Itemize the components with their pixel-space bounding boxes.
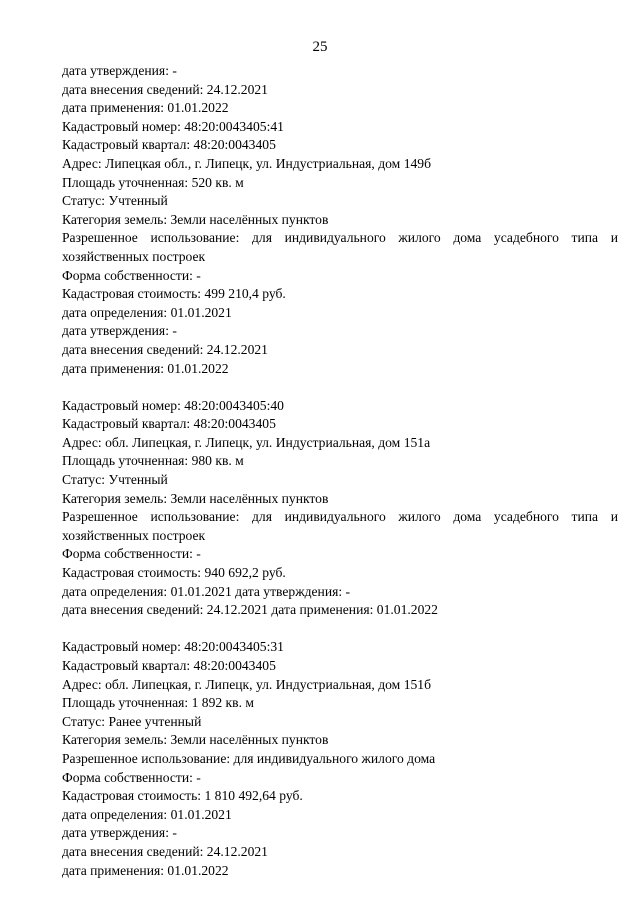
determination-date-line: дата определения: 01.01.2021 [62,806,232,822]
parcel-record-block [62,638,618,880]
status-line: Статус: Учтенный [62,472,168,488]
status-line: Статус: Учтенный [62,193,168,209]
area-line: Площадь уточненная: 520 кв. м [62,174,244,190]
determination-date-line: дата определения: 01.01.2021 [62,304,232,320]
cadastral-value-line: Кадастровая стоимость: 940 692,2 руб. [62,565,286,581]
status-line: Статус: Ранее учтенный [62,713,202,729]
land-category-line: Категория земель: Земли населённых пунктов [62,732,329,748]
cadastral-quarter-line: Кадастровый квартал: 48:20:0043405 [62,137,276,153]
entry-date-line: дата внесения сведений: 24.12.2021 [62,341,268,357]
cadastral-number-line: Кадастровый номер: 48:20:0043405:31 [62,639,284,655]
cadastral-number-line: Кадастровый номер: 48:20:0043405:41 [62,118,284,134]
cadastral-quarter-line: Кадастровый квартал: 48:20:0043405 [62,416,276,432]
entry-date-line: дата внесения сведений: 24.12.2021 [62,81,268,97]
land-category-line: Категория земель: Земли населённых пунктов [62,490,329,506]
address-line: Адрес: обл. Липецкая, г. Липецк, ул. Индустриальная, дом 151а [62,434,431,450]
cadastral-value-line: Кадастровая стоимость: 499 210,4 руб. [62,286,286,302]
cadastral-quarter-line: Кадастровый квартал: 48:20:0043405 [62,658,276,673]
permitted-use-continuation-line: хозяйственных построек [62,248,206,264]
entry-date-line: дата внесения сведений: 24.12.2021 [62,843,268,859]
land-category-line: Категория земель: Земли населённых пунктов [62,211,329,227]
area-line: Площадь уточненная: 980 кв. м [62,453,244,469]
ownership-form-line: Форма собственности: - [62,267,201,283]
application-date-line: дата применения: 01.01.2022 [62,360,229,376]
permitted-use-continuation-line: хозяйственных построек [62,527,206,543]
application-date-line: дата применения: 01.01.2022 [62,100,229,116]
block-spacer [62,378,618,397]
cadastral-value-line: Кадастровая стоимость: 1 810 492,64 руб. [62,788,303,804]
address-line: Адрес: Липецкая обл., г. Липецк, ул. Индустриальная, дом 149б [62,155,431,171]
determination-approval-date-line: дата определения: 01.01.2021 дата утверждения: - [62,583,351,599]
block-spacer [62,620,618,639]
address-line: Адрес: обл. Липецкая, г. Липецк, ул. Индустриальная, дом 151б [62,676,431,692]
page-number: 25 [312,39,328,55]
cadastral-number-line: Кадастровый номер: 48:20:0043405:40 [62,397,284,413]
permitted-use-line: Разрешенное использование: для индивидуального жилого дома усадебного типа и [62,509,618,525]
parcel-record-block [62,62,618,378]
approval-date-line: дата утверждения: - [62,63,177,78]
area-line: Площадь уточненная: 1 892 кв. м [62,695,254,711]
application-date-line: дата применения: 01.01.2022 [62,862,229,878]
permitted-use-line: Разрешенное использование: для индивидуального жилого дома усадебного типа и [62,230,618,246]
approval-date-line: дата утверждения: - [62,323,177,339]
entry-application-date-line: дата внесения сведений: 24.12.2021 дата применения: 01.01.2022 [62,602,438,618]
approval-date-line: дата утверждения: - [62,825,177,841]
ownership-form-line: Форма собственности: - [62,769,201,785]
parcel-record-block [62,397,618,620]
permitted-use-line: Разрешенное использование: для индивидуального жилого дома [62,750,436,766]
document-body [62,62,618,880]
ownership-form-line: Форма собственности: - [62,546,201,562]
